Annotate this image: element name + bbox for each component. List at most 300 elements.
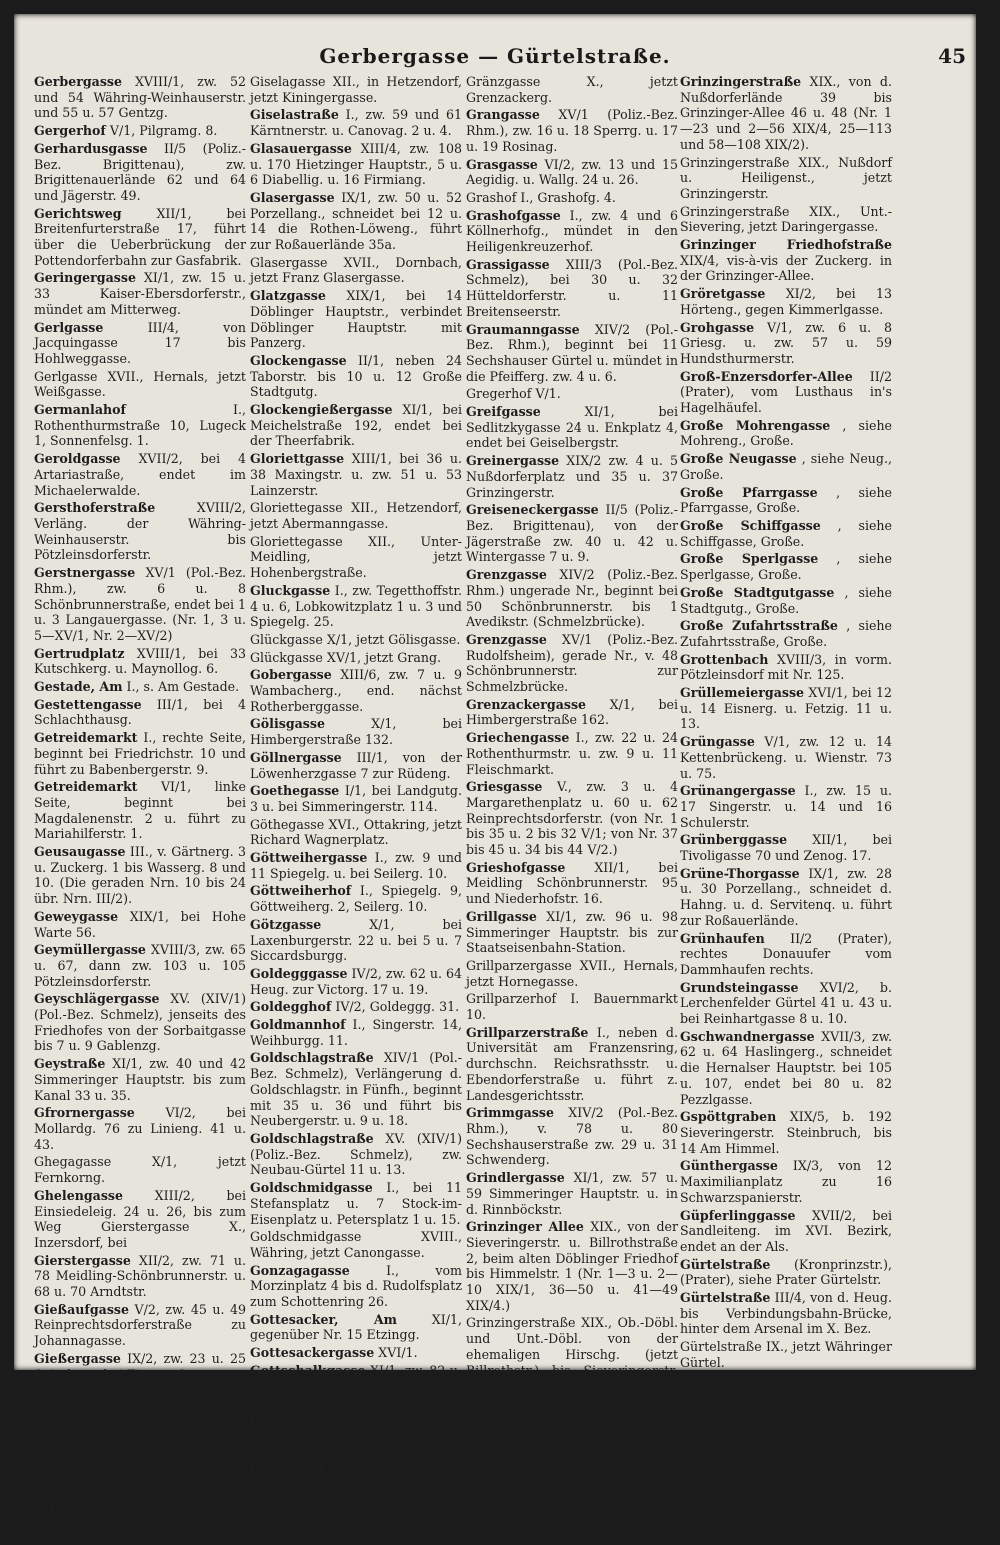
street-entry	[466, 632, 678, 695]
street-entry	[250, 500, 462, 531]
street-description: XI/2, bei 13 Hörteng., gegen Kimmerlgasse.	[680, 286, 892, 317]
street-entry	[250, 650, 462, 666]
street-description: XV/1 (Poliz.-Bez. Rhm.), zw. 16 u. 18 Sperrg. u. 17 u. 19 Rosinag.	[466, 107, 678, 154]
street-name: Grinzingerstraße	[680, 154, 790, 170]
street-name: Gspöttgraben	[680, 1109, 777, 1125]
street-name: Germanlahof	[34, 402, 126, 418]
street-entry	[466, 958, 678, 989]
street-entry	[250, 141, 462, 188]
street-name: Gießergasse	[34, 1350, 121, 1366]
street-entry	[680, 237, 892, 284]
street-entry	[466, 779, 678, 858]
street-name: Grindlergasse	[466, 1170, 565, 1186]
street-entry	[34, 1056, 246, 1103]
street-name: Goldschlagstraße	[250, 1131, 374, 1146]
street-name: Gröretgasse	[680, 286, 766, 302]
street-entry	[34, 206, 246, 269]
street-description: XIX/4, vis-à-vis der Zuckerg. in der Grinzinger-Allee.	[680, 252, 892, 284]
street-entry	[34, 270, 246, 317]
street-name: Grohgasse	[680, 319, 755, 335]
column-3	[466, 74, 678, 1459]
street-name: Günthergasse	[680, 1158, 778, 1174]
street-description: XIX., Unt.-Sievering, jetzt Daringergasse.	[680, 203, 892, 235]
street-entry	[34, 320, 246, 367]
street-description: , siehe Mohreng., Große.	[680, 417, 893, 449]
street-name: Gottesackergasse	[250, 1345, 375, 1361]
street-entry	[34, 679, 246, 695]
street-description: VI/2, zw. 13 und 15 Aegidig. u. Wallg. 24 u. 26.	[466, 156, 678, 188]
street-description: I., zw. 4 und 6 Köllnerhofg., mündet in den Heiligenkreuzerhof.	[466, 207, 678, 255]
street-description: IX/1, zw. 50 u. 52 Porzellang., schneidet bei 12 u. 14 die Rothen-Löweng., führt zur Roßauerlände 35a.	[250, 189, 462, 253]
street-description: XI/1, zw. 57 u. 59 Simmeringer Hauptstr. u. in d. Rinnböckstr.	[466, 1170, 678, 1217]
street-name: Grüne-Thorgasse	[680, 865, 800, 881]
column-4	[680, 74, 893, 1453]
street-entry	[250, 255, 462, 286]
column-1	[34, 74, 246, 1545]
street-name: Goldmannhof	[250, 1017, 346, 1033]
street-description: XIX/1, bei Hohe Warte 56.	[34, 908, 246, 940]
page-number: 45	[938, 44, 966, 68]
street-name: Grinzingerstraße	[680, 203, 790, 219]
street-entry	[466, 1396, 678, 1459]
street-description: I., zw. (Stefansplatz) Stock-im-Eisenplatz u. Kohlmarkt.	[250, 1411, 462, 1459]
street-name: Grenzgasse	[466, 567, 547, 583]
street-description: XVI/1, bei 12 u. 14 Eisnerg. u. Fetzig. 11 u. 13.	[680, 685, 892, 732]
street-entry	[250, 1017, 462, 1048]
street-name: Große Sperlgasse	[680, 551, 819, 567]
street-name: Goldschmidgasse	[250, 1229, 362, 1245]
street-name: Giselagasse	[250, 74, 326, 89]
street-description: I., bei 11 Stefansplatz u. 7 Stock-im-Eisenplatz u. Petersplatz 1 u. 15.	[250, 1180, 462, 1227]
street-description: III/4, von Jacquingasse 17 bis Hohlweggasse.	[34, 319, 246, 366]
street-description: , siehe Schiffgasse, Große.	[680, 517, 892, 549]
street-entry	[34, 141, 246, 204]
street-name: Goldschmidgasse	[250, 1180, 373, 1196]
street-description: XIX/5, b. 192 Sieveringerstr. Steinbruch, bis 14 Am Himmel.	[680, 1109, 892, 1156]
street-name: Grabnergasse	[250, 1478, 348, 1494]
street-description: XIX., von d. Nußdorferlände 39 bis Grinzinger-Allee 46 u. 48 (Nr. 1—23 und 2—56 XIX/4, 25—113 und 58—108 XIX/2).	[680, 74, 892, 152]
street-name: Gottschalkgasse	[250, 1362, 366, 1378]
street-name: Gierstergasse	[34, 1252, 131, 1268]
street-name: Gergerhof	[34, 123, 106, 139]
street-name: Grenzgasse	[466, 631, 547, 647]
street-entry	[680, 866, 892, 929]
street-name: Gürtelstraße	[680, 1290, 771, 1306]
street-description: V/2, zw. 45 u. 49 Reinprechtsdorferstraße zu Johannagasse.	[34, 1301, 246, 1349]
street-name: Gfrornergasse	[34, 1105, 135, 1121]
street-description: I., Singerstr. 14, Weihburgg. 11.	[250, 1017, 462, 1048]
street-entry	[680, 1029, 892, 1108]
street-entry	[466, 909, 678, 956]
street-description: XII/1, bei Breitenfurterstraße 17, führt über die Ueberbrückung der Pottendorferbahn zur Gasfabrik.	[34, 205, 246, 268]
street-entry	[250, 1180, 462, 1227]
street-description: , siehe Sperlgasse, Große.	[680, 551, 892, 583]
street-description: I., s. Am Gestade.	[126, 679, 240, 695]
street-entry	[34, 909, 246, 940]
street-entry	[680, 685, 892, 732]
street-description: XIX., von der Sieveringerstr. u. Billrothstraße 2, beim alten Döblinger Friedhof bis Himmelstr. 1 (Nr. 1—3 u. 2—10 XIX/1, 36—50 u. 41—49 XIX/4.)	[466, 1219, 678, 1313]
street-description: VI/2, bei Mollardg. 76 zu Linieng. 41 u. 43.	[34, 1105, 246, 1152]
street-name: Gonzagagasse	[250, 1262, 350, 1278]
street-description: I., zw. 9 und 11 Spiegelg. u. bei Seilerg. 10.	[250, 850, 462, 881]
street-description: I., rechte Seite, beginnt bei Friedrichstr. 10 und führt zu Babenbergerstr. 9.	[34, 730, 246, 777]
street-name: Grünberggasse	[680, 832, 788, 848]
street-entry	[34, 844, 246, 907]
street-description: XVIII/2, Verläng. der Währing-Weinhauserstr. bis Pötzleinsdorferstr.	[34, 500, 246, 563]
street-description: IX., jetzt Währinger Gürtel.	[680, 1339, 892, 1370]
street-description: XII., Hetzendorf, jetzt Abermanngasse.	[250, 500, 462, 531]
street-description: II/5 (Poliz.-Bez. Brigittenau), von der Jägerstraße zw. 40 u. 42 u. Wintergasse 7 u. 9.	[466, 502, 678, 565]
street-description: X/1, jetzt Fernkorng.	[34, 1154, 246, 1186]
street-entry	[250, 1345, 462, 1361]
street-entry	[680, 980, 892, 1027]
street-name: Grashofgasse	[466, 207, 561, 223]
street-description: X/1, jetzt Gölisgasse.	[326, 631, 461, 647]
street-description: I/1, bei Landgutg. 3 u. bei Simmeringerstr. 114.	[250, 783, 462, 814]
street-description: (Kronprinzstr.), (Prater), siehe Prater Gürtelstr.	[680, 1256, 892, 1288]
street-name: Glückgasse	[250, 649, 323, 665]
street-description: , siehe Neug., Große.	[680, 451, 892, 482]
street-name: Grillparzergasse	[466, 957, 572, 973]
street-name: Gießmannsgasse	[34, 1384, 154, 1400]
street-entry	[34, 1351, 246, 1382]
street-description: V/1, Pilgramg. 8.	[109, 123, 218, 139]
street-entry	[680, 1339, 892, 1370]
street-entry	[250, 190, 462, 253]
street-entry	[680, 1208, 892, 1255]
street-description: XIII/3 (Pol.-Bez. Schmelz), bei 30 u. 32 Hütteldorferstr. u. 11 Breitenseerstr.	[466, 256, 678, 319]
street-name: Götzgasse	[250, 916, 322, 932]
street-entry	[34, 730, 246, 777]
street-name: Girzenberggasse	[34, 1498, 152, 1514]
street-name: Grottenbach	[680, 651, 769, 667]
street-description: XV/1 (Pol.-Bez. Rhm.), zw. 6 u. 8 Schönbrunnerstraße, endet bei 1 u. 3 Langauergasse. (Nr. 1, 3 u. 5—XV/1, Nr. 2—XV/2)	[34, 565, 246, 643]
street-name: Gestade, Am	[34, 679, 123, 695]
street-entry	[250, 353, 462, 400]
street-entry	[466, 453, 678, 500]
street-description: I., neben d. Universität am Franzensring, durchschn. Reichsrathsstr. u. Ebendorferstraße u. führt z. Landesgerichtsstr.	[466, 1024, 678, 1103]
street-description: XVIII/3, in vorm. Pötzleinsdorf mit Nr. 125.	[680, 651, 892, 683]
street-name: Griesgasse	[466, 779, 543, 795]
street-description: XVII., Hernals, jetzt Weißgasse.	[34, 368, 246, 400]
street-name: Greifgasse	[466, 404, 541, 420]
street-name: Grüllemeiergasse	[680, 685, 805, 701]
street-name: Gilmgasse	[34, 1464, 107, 1480]
street-entry	[680, 204, 892, 235]
street-name: Gerhardusgasse	[34, 140, 148, 156]
street-entry	[250, 534, 462, 581]
street-name: Glasergasse	[250, 254, 328, 270]
street-description: III/1, bei 4 Schlachthausg.	[34, 696, 246, 728]
column-2	[250, 74, 462, 1526]
street-entry	[680, 155, 892, 202]
street-name: Grenzackergasse	[466, 696, 587, 712]
street-description: XI/1, zw. 40 und 42 Simmeringer Hauptstr. bis zum Kanal 33 u. 35.	[34, 1056, 246, 1103]
street-description: I., Grashofg. 4.	[520, 189, 616, 205]
street-entry	[680, 1158, 892, 1205]
street-entry	[34, 1384, 246, 1463]
street-description: XII/1, bei Meidling Schönbrunnerstr. 95 und Niederhofstr. 16.	[466, 859, 678, 907]
street-entry	[34, 1253, 246, 1300]
street-entry	[680, 418, 892, 449]
street-entry	[466, 502, 678, 565]
street-entry	[250, 1263, 462, 1310]
street-name: Gloriettgasse	[250, 451, 345, 467]
street-entry	[680, 551, 892, 582]
street-entry	[680, 1290, 892, 1337]
street-name: Grinzinger Friedhofstraße	[680, 237, 892, 253]
street-entry	[466, 208, 678, 255]
directory-page	[14, 14, 976, 1545]
street-name: Gersthoferstraße	[34, 500, 156, 516]
street-description: VI/1, linke Seite, beginnt bei Magdalenenstr. 2 u. führt zu Mariahilferstr. 1.	[34, 779, 246, 842]
street-name: Göttweiherhof	[250, 883, 352, 899]
street-name: Gregerhof	[466, 386, 532, 402]
street-name: Goethegasse	[250, 783, 340, 799]
street-name: Grundsteingasse	[680, 979, 799, 995]
street-name: Grinzingerstraße	[466, 1395, 576, 1411]
street-name: Grüngasse	[680, 734, 755, 750]
street-entry	[680, 485, 892, 516]
street-entry	[34, 123, 246, 139]
street-entry	[250, 667, 462, 714]
street-name: Gschwandnergasse	[680, 1028, 815, 1044]
street-description: XIX/2 zw. 4 u. 5 Nußdorferplatz und 35 u. 37 Grinzingerstr.	[466, 453, 678, 500]
street-entry	[250, 1312, 462, 1343]
street-name: Grünangergasse	[680, 783, 796, 799]
street-entry	[34, 697, 246, 728]
street-name: Groß-Enzersdorfer-Allee	[680, 368, 853, 384]
street-description: XIX/1, bei 14 Döblinger Hauptstr., verbindet Döblinger Hauptstr. mit Panzerg.	[250, 288, 462, 351]
street-entry	[680, 1109, 892, 1156]
street-name: Grasgasse	[466, 156, 538, 172]
street-name: Goldschlagstraße	[250, 1050, 374, 1066]
street-description: XIII/4, zw. 108 u. 170 Hietzinger Hauptstr., 5 u. 6 Diabellig. u. 16 Firmiang.	[250, 140, 462, 188]
street-name: Geymüllergasse	[34, 942, 146, 958]
street-name: Goldegghof	[250, 999, 332, 1015]
street-entry	[34, 1465, 246, 1496]
street-description: XI/1, bei Meichelstraße 192, endet bei der Theerfabrik.	[250, 402, 462, 449]
street-name: Große Pfarrgasse	[680, 484, 818, 500]
street-entry	[466, 190, 678, 206]
street-description: XI/1, bei 1 Simmeringer Hauptstr. bis 2 Rinnböckstraße.	[680, 1372, 892, 1419]
street-name: Gränzgasse	[466, 74, 541, 89]
street-entry	[250, 850, 462, 881]
street-name: Gestettengasse	[34, 696, 142, 712]
street-description: XI/1, zw. 82 u. 84 Simmeringer Hauptstr., endet bei 35 u. 37 Seblitzkyg.	[250, 1362, 462, 1410]
street-description: XIII/6, zw. 7 u. 9 Wambacherg., end. nächst Rotherberggasse.	[250, 667, 462, 714]
street-entry	[466, 322, 678, 385]
street-name: Greiseneckergasse	[466, 502, 599, 518]
street-description: V/1.	[535, 386, 561, 402]
street-entry	[680, 931, 892, 978]
street-name: Gloriettegasse	[250, 533, 343, 549]
street-entry	[466, 257, 678, 320]
street-name: Gürtelstraße	[680, 1372, 771, 1388]
street-description: XIX., Ob.-Döbl. und Unt.-Döbl. von der ehemaligen Hirschg. (jetzt Billrothstr.) bis Sieveringerstr. jetzt Billrothstr.	[466, 1315, 678, 1394]
street-entry	[34, 646, 246, 677]
street-name: Gerlgasse	[34, 368, 98, 384]
page-title: Gerbergasse — Gürtelstraße.	[319, 44, 671, 68]
street-description: III., v. Gärtnerg. 3 u. Zuckerg. 1 bis Wasserg. 8 und 10. (Die geraden Nrn. 10 bis 24 übr. Nrn. III/2).	[34, 844, 246, 907]
street-name: Grashof	[466, 189, 517, 205]
street-description: I., zw. 59 und 61 Kärntnerstr. u. Canovag. 2 u. 4.	[250, 107, 462, 139]
street-name: Geusaugasse	[34, 844, 126, 860]
street-entry	[34, 942, 246, 989]
street-entry	[34, 451, 246, 498]
street-description: XII., in Hetzendorf, jetzt Kiningergasse.	[250, 74, 462, 105]
street-name: Geweygasse	[34, 908, 119, 924]
street-description: XIX., Nußdorf u. Heiligenst., jetzt Grinzingerstr.	[680, 154, 892, 201]
street-entry	[680, 618, 892, 649]
street-entry	[34, 1302, 246, 1349]
street-entry	[250, 1412, 462, 1459]
street-description: V/1, zw. 6 u. 8 Griesg. u. zw. 57 u. 59 Hundsthurmerstr.	[680, 319, 892, 366]
street-entry	[250, 750, 462, 781]
street-entry	[250, 783, 462, 814]
street-name: Giselastraße	[250, 107, 339, 123]
street-name: Grillparzerstraße	[466, 1024, 589, 1040]
street-description: XVII/2, bei 4 Artariastraße, endet im Michaelerwalde.	[34, 451, 246, 498]
street-description: II/2 (Prater), vom Lusthaus in's Hagelhäufel.	[680, 368, 892, 416]
street-entry	[250, 817, 462, 848]
street-name: Glückgasse	[250, 631, 323, 647]
street-name: Getreidemarkt	[34, 730, 138, 746]
street-name: Ghelengasse	[34, 1187, 124, 1203]
street-description: XII., Unter-Meidling, jetzt Hohenbergstraße.	[250, 533, 462, 581]
street-entry	[250, 583, 462, 630]
street-entry	[680, 451, 892, 482]
street-name: Gürtelstraße	[680, 1339, 762, 1355]
street-name: Grassigasse	[466, 256, 550, 272]
street-description: IX/2, zw. 23 u. 25 Spitalg. u. bei Eiseng. 2.	[34, 1350, 246, 1382]
street-entry	[250, 1363, 462, 1410]
street-description: X/1, bei Laxenburgerstr. 22 u. bei 5 u. 7 Siccardsburgg.	[250, 916, 462, 964]
street-description: I., zw. 22 u. 24 Rothenthurmstr. u. zw. 9 u. 11 Fleischmarkt.	[466, 730, 678, 777]
street-entry	[250, 107, 462, 138]
street-description: XI/1, zw. 15 u. 33 Kaiser-Ebersdorferstr., mündet am Mitterweg.	[34, 270, 246, 317]
street-name: Große Zufahrtsstraße	[680, 618, 838, 634]
street-entry	[466, 860, 678, 907]
street-entry	[250, 1461, 462, 1477]
street-description: IV/2, zw. 62 u. 64 Heug. zur Victorg. 17 u. 19.	[250, 965, 462, 997]
street-description: III/1, von der Löwenherzgasse 7 zur Rüdeng.	[250, 749, 462, 781]
street-entry	[466, 1025, 678, 1104]
street-description: X/1, bei Himbergerstraße 162.	[466, 696, 678, 728]
street-description: XVII/3, bei 160 Hernalser Hauptstr.	[34, 1464, 246, 1496]
street-name: Geyschlägergasse	[34, 991, 160, 1007]
street-name: Gölisgasse	[250, 716, 325, 732]
street-entry	[34, 1105, 246, 1152]
street-entry	[466, 74, 678, 105]
street-description: XIV/2 (Pol.-Bez. Rhm.), beginnt bei 11 Sechshauser Gürtel u. mündet in die Pfeifferg. zw. 4 u. 6.	[466, 321, 678, 384]
street-description: XVIII/1, zw. 52 und 54 Währing-Weinhauserstr. und 55 u. 57 Gentzg.	[34, 74, 246, 121]
street-description: IX/3, von 12 Maximilianplatz zu 16 Schwarzspanierstr.	[680, 1158, 892, 1205]
page-header	[14, 44, 976, 74]
street-name: Große Schiffgasse	[680, 517, 821, 533]
street-description: X., jetzt Grenzackerg.	[466, 74, 678, 105]
street-name: Grillparzerhof	[466, 991, 557, 1007]
street-description: XV. (XIV/1) (Pol.-Bez. Schmelz), jenseits des Friedhofes von der Sorbaitgasse bis 7 u. 9 Gablenzg.	[34, 991, 246, 1054]
street-description: II/5 (Poliz.-Bez. Brigittenau), zw. Brigittenauerlände 62 und 64 und Jägerstr. 49.	[34, 140, 246, 203]
street-description: I., Rothenthurmstraße 10, Lugeck 1, Sonnenfelsg. 1.	[34, 402, 246, 449]
street-entry	[680, 832, 892, 863]
street-entry	[250, 1479, 462, 1526]
street-entry	[466, 567, 678, 630]
street-name: Gerichtsweg	[34, 205, 122, 221]
street-description: XIV/2 (Pol.-Bez. Rhm.), v. 78 u. 80 Sechshauserstraße zw. 29 u. 31 Schwenderg.	[466, 1105, 678, 1168]
street-description: XVIII/3, zw. 65 u. 67, dann zw. 103 u. 105 Pötzleinsdorferstr.	[34, 942, 246, 989]
street-entry	[466, 1105, 678, 1168]
street-description: II/5 (Poliz.-Bez. Brigittenau), zw. Heistergasse u. Rauscherstr. zur Wallensteinstr. und Straußg. 4 u. 6.	[34, 1384, 246, 1463]
street-name: Geystraße	[34, 1056, 106, 1072]
street-entry	[680, 320, 892, 367]
street-name: Gürtelstraße	[680, 1421, 762, 1437]
street-entry	[250, 402, 462, 449]
street-name: Göttweihergasse	[250, 850, 368, 866]
street-description: I., vom Morzinplatz 4 bis d. Rudolfsplatz zum Schottenring 26.	[250, 1262, 462, 1310]
street-description: , siehe Stadtgutg., Große.	[680, 584, 892, 616]
street-entry	[680, 518, 892, 549]
street-description: XIII/1, bei 36 u. 38 Maxingstr. u. zw. 51 u. 53 Lainzerstr.	[250, 451, 462, 498]
street-name: Grangasse	[466, 107, 540, 123]
street-entry	[466, 107, 678, 154]
street-description: XV/1, jetzt Grang.	[326, 649, 442, 665]
street-description: I., zw. Tegetthoffstr. 4 u. 6, Lobkowitzplatz 1 u. 3 und Spiegelg. 25.	[250, 582, 462, 630]
street-name: Glatzgasse	[250, 288, 326, 304]
street-description: III/4, von d. Heug. bis Verbindungsbahn-Brücke, hinter dem Arsenal im X. Bez.	[680, 1290, 892, 1337]
street-entry	[34, 74, 246, 121]
street-name: Güpferlinggasse	[680, 1207, 796, 1223]
street-entry	[250, 288, 462, 351]
street-entry	[34, 402, 246, 449]
street-entry	[250, 883, 462, 914]
street-name: Grimmgasse	[466, 1105, 554, 1121]
street-name: Gießaufgasse	[34, 1301, 130, 1317]
street-name: Glockengasse	[250, 352, 347, 368]
street-name: Grillgasse	[466, 908, 537, 924]
street-entry	[34, 1188, 246, 1251]
street-entry	[680, 1373, 892, 1420]
street-entry	[34, 991, 246, 1054]
street-name: Gürtelstraße	[680, 1256, 771, 1272]
street-entry	[250, 451, 462, 498]
street-description: V., zw. 3 u. 4 Margarethenplatz u. 60 u. 62 Reinprechtsdorferstr. (von Nr. 1 bis 35 u. 2 bis 32 V/1; von Nr. 37 bis 45 u. 34 bis 44 V/2.)	[466, 779, 678, 858]
street-name: Gloriettegasse	[250, 500, 343, 516]
street-description: , siehe Zufahrtsstraße, Große.	[680, 618, 892, 649]
street-entry	[680, 286, 892, 317]
street-description: X/1, bei Himbergerstraße 132.	[250, 716, 462, 748]
street-name: Graumanngasse	[466, 321, 580, 337]
street-name: Geringergasse	[34, 270, 136, 286]
street-name: Große Neugasse	[680, 451, 797, 467]
street-name: Gertrudplatz	[34, 645, 125, 661]
street-name: Geroldgasse	[34, 451, 121, 467]
street-entry	[466, 386, 678, 402]
street-entry	[466, 1219, 678, 1313]
street-name: Grinzingerstraße	[466, 1315, 576, 1331]
street-description: XV/1 (Poliz.-Bez. Rudolfsheim), gerade Nr., v. 48 Schönbrunnerstr. zur Schmelzbrücke.	[466, 631, 678, 695]
street-description: XI/1, gegenüber Nr. 15 Etzingg.	[250, 1311, 462, 1343]
street-entry	[34, 779, 246, 842]
street-entry	[250, 716, 462, 747]
street-description: XVII/3, zw. 62 u. 64 Haslingerg., schneidet die Hernalser Hauptstr. bei 105 u. 107, endet bei 80 u. 82 Pezzlgasse.	[680, 1028, 892, 1107]
street-entry	[34, 1498, 246, 1545]
street-description: XIII/2, bei Einsiedeleig. 24 u. 26, bis zum Weg Gierstergasse X., Inzersdorf, bei	[34, 1187, 246, 1250]
street-name: Göllnergasse	[250, 749, 342, 765]
street-description: XIX., Ob.-Döbl. und U.-Döbl., von d. Sieveringerstr. u. bis jetzt Grinzinger-Allee.	[466, 1395, 678, 1459]
street-description: XII/1, bei Tivoligasse 70 und Zenog. 17.	[680, 832, 892, 864]
